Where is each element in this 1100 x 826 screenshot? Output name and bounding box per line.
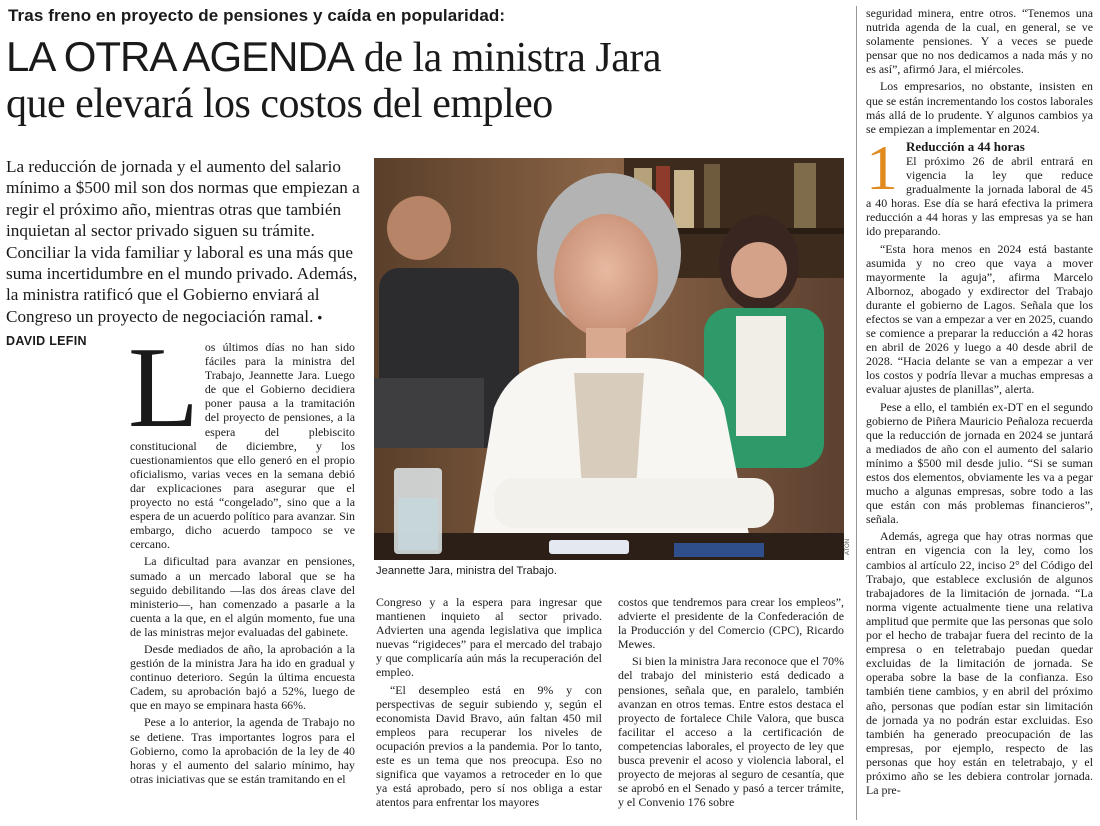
headline-lead: LA OTRA AGENDA: [6, 33, 354, 80]
column-3: [618, 595, 844, 812]
column-2: [376, 595, 602, 812]
headline: [6, 34, 856, 127]
deck-text: La reducción de jornada y el aumento del salario mínimo a $500 mil son dos normas que empiezan a regir el próximo año, mientras otras que también inquietan al sector privado siguen su trámite. Conciliar la vida familiar y laboral es una más que suma incertidumbre en el mundo privado. Además, la ministra ratificó que el Gobierno enviará al Congreso un proyecto de negociación ramal.: [6, 157, 360, 326]
photo-credit: ATON: [845, 538, 851, 555]
section-number: 1: [866, 131, 898, 203]
paragraph: [128, 324, 355, 552]
column-divider: [856, 6, 857, 820]
column-1: [128, 324, 355, 789]
paragraph: El próximo 26 de abril entrará en vigencia la ley que reduce gradualmente la jornada laboral de 45 a 40 horas. Ese día se hará efectiva la primera reducción a 44 horas y las empresas ya se han ido preparando.: [866, 153, 1093, 239]
drop-cap: L: [128, 324, 199, 452]
paragraph: costos que tendremos para crear los empleos”, advierte el presidente de la Confederación de la Producción y del Comercio (CPC), Ricardo Mewes.: [618, 595, 844, 652]
section-title: Reducción a 44 horas: [906, 138, 1025, 154]
headline-line1-rest: de la ministra Jara: [353, 35, 662, 81]
paragraph: La dificultad para avanzar en pensiones, sumado a un mercado laboral que se ha seguido debilitando —las dos áreas clave del ministerio—, han comenzado a pasarle a la cuenta a la que, en el algún momento, fue una de las ministras mejor evaluadas del gabinete.: [130, 554, 355, 639]
paragraph: Además, agrega que hay otras normas que entran en vigencia con la ley, como los cambios al artículo 22, inciso 2° del Código del Trabajo, que establece exclusión de algunos trabajadores de la limitación de jornada. “La norma vigente actualmente tiene una relativa amplitud que permite que las personas que solo por el hecho de trabajar fuera del recinto de la empresa o en teletrabajo puedan quedar excluidas de la limitación de jornada. Se operaba sobre la base de la confianza. Eso también tiene cambios, y en abril del próximo año, personas que podían estar sin limitación de jornada ya no podrán estar excluidas. Eso también ha generado preocupación de las empresas, por ejemplo, respecto de las personas que hoy están en teletrabajo, y el próximo año se les debiera controlar jornada. La pre-: [866, 529, 1093, 798]
paragraph: “El desempleo está en 9% y con perspectivas de seguir subiendo y, según el economista David Bravo, aún faltan 450 mil empleos para recuperar los niveles de ocupación previos a la pandemia. Por lo tanto, este es un tema que nos preocupa. Eso no significa que vayamos a retroceder en lo que ya está aprobado, pero sí nos obliga a estar atentos para enfrentar los mayores: [376, 682, 602, 810]
headline-line2: que elevará los costos del empleo: [6, 81, 553, 127]
photo-illustration: [374, 158, 844, 560]
paragraph-text: os últimos días no han sido fáciles para la ministra del Trabajo, Jeannette Jara. Luego de que el Gobierno decidiera poner pausa a la tramitación del proyecto de pensiones, a la espera del plebiscito constitucional de diciembre, y los cuestionamientos que ello generó en el propio oficialismo, varias veces en la semana debió dar explicaciones para asegurar que el proyecto no está “congelado”, sino que a la espera de un acuerdo político para avanzar. Sin embargo, dicho acuerdo tampoco se ve cercano.: [130, 340, 355, 552]
paragraph: Pese a ello, el también ex-DT en el segundo gobierno de Piñera Mauricio Peñaloza recuerda que la reducción de jornada en 2024 se juntará a mediados de año con el aumento del salario mínimo a $500 mil desde julio. “Si se suman estos dos elementos, obviamente les va a pegar mucho a algunas empresas, sobre todo a las que están con más problemas financieros”, señala.: [866, 399, 1093, 527]
paragraph: Congreso y a la espera para ingresar que mantienen inquieto al sector privado. Advierten una agenda legislativa que implica nuevas “rigideces” para el mercado del trabajo y que complicaría aún más la recuperación del empleo.: [376, 595, 602, 680]
kicker: Tras freno en proyecto de pensiones y caída en popularidad:: [8, 6, 506, 25]
paragraph: Pese a lo anterior, la agenda de Trabajo no se detiene. Tras importantes logros para el Gobierno, como la aprobación de la ley de 40 horas y el aumento del salario mínimo, hay otras iniciativas que se están tramitando en el: [130, 715, 355, 786]
column-4: [866, 6, 1093, 800]
paragraph: Los empresarios, no obstante, insisten en que se están incrementando los costos laborales más allá de lo prudente. Y algunos cambios ya se empiezan a implementar en 2024.: [866, 79, 1093, 136]
paragraph: seguridad minera, entre otros. “Tenemos una nutrida agenda de la cual, en general, se ve solamente pensiones. Y a veces se puede pensar que no nos dedicamos a nada más y no es así”, afirmó Jara, el miércoles.: [866, 6, 1093, 77]
paragraph: Desde mediados de año, la aprobación a la gestión de la ministra Jara ha ido en gradual y continuo deterioro. Según la última encuesta Cadem, su aprobación bajó a 52%, luego de que en mayo se empinara hasta 66%.: [130, 641, 355, 713]
byline: • DAVID LEFIN: [6, 310, 323, 349]
photo-caption: Jeannette Jara, ministra del Trabajo.: [376, 565, 557, 577]
paragraph: Si bien la ministra Jara reconoce que el 70% del trabajo del ministerio está dedicado a pensiones, señala que, en paralelo, también avanzan en otros temas. Entre estos destaca el proyecto de fortalece Chile Valora, que busca facilitar el acceso a la certificación de competencias laborales, el proyecto de ley que busca prevenir el acoso y violencia laboral, el proyecto de mejoras al seguro de cesantía, que se aprobó en el Senado y pasó a tercer trámite, y el Convenio 176 sobre: [618, 654, 844, 810]
paragraph: “Esta hora menos en 2024 está bastante asumida y no creo que vaya a mover mayormente la aguja”, afirma Marcelo Albornoz, abogado y exdirector del Trabajo durante el gobierno de Lagos. Señala que los efectos se van a empezar a ver en 2025, cuando se comience a preparar la reducción a 42 horas en abril de 2026 y luego a 40 desde abril de 2028. “Hacia delante se van a empezar a ver los costos y podría llevar a muchas empresas a evaluar ajustes de planillas”, alerta.: [866, 241, 1093, 397]
section-header: [866, 131, 1093, 239]
photo: [374, 158, 844, 560]
